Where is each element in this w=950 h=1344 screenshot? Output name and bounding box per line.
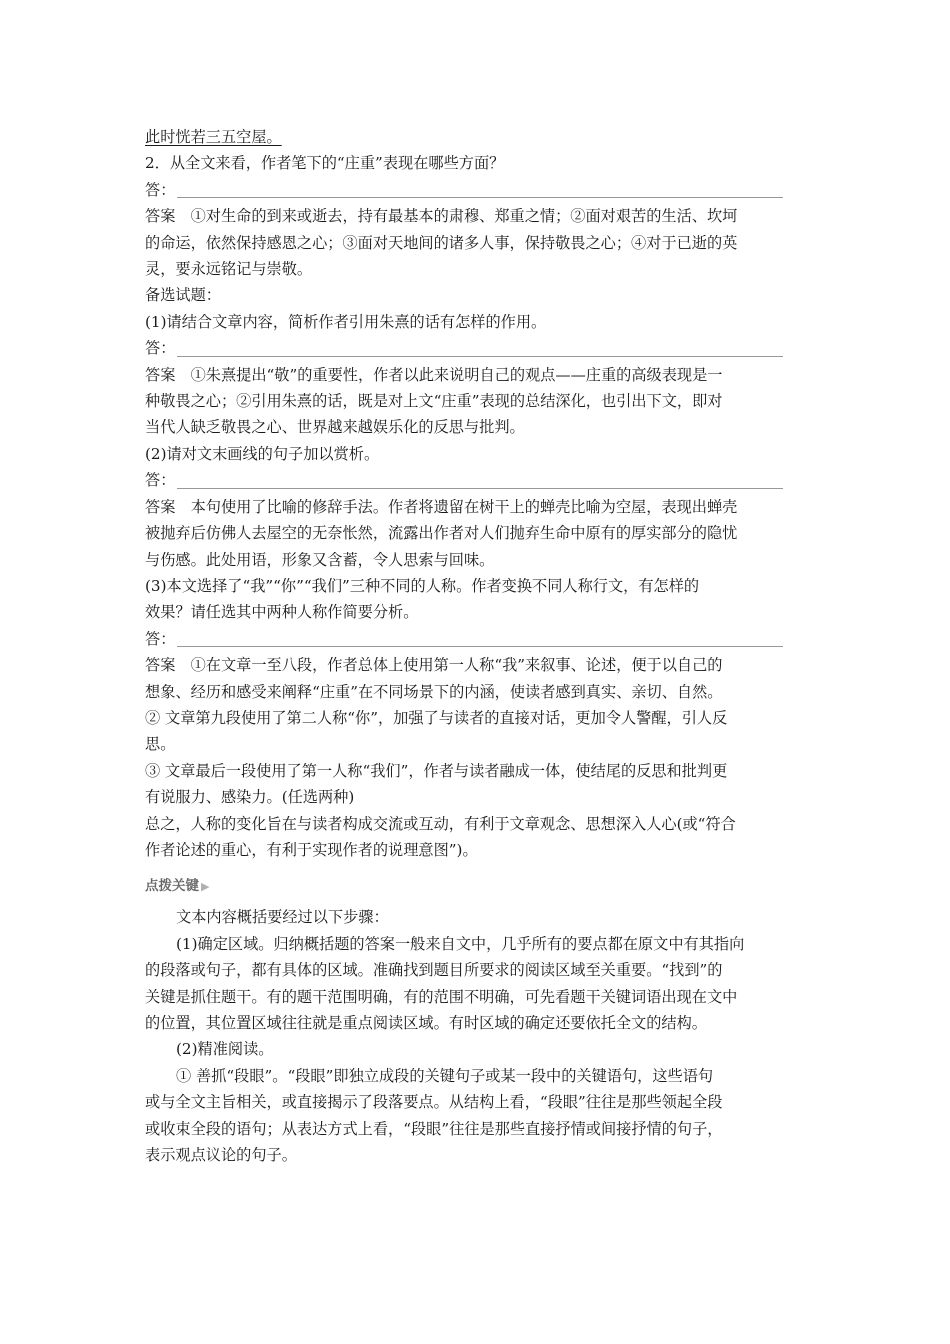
key-paragraph-line: 或收束全段的语句；从表达方式上看，“段眼”往往是那些直接抒情或间接抒情的句子，: [145, 1119, 723, 1138]
answer-label: 答：: [145, 180, 176, 199]
key-paragraph-line: (2)精准阅读。: [176, 1040, 274, 1059]
answer-text-line: 总之，人称的变化旨在与读者构成交流或互动，有利于文章观念、思想深入人心(或“符合: [145, 814, 736, 833]
answer-line: [177, 632, 783, 647]
key-paragraph-line: 表示观点议论的句子。: [145, 1146, 297, 1165]
answer-blank: [145, 335, 810, 361]
key-points-heading: [145, 873, 810, 900]
key-paragraph-line: 的段落或句子，都有具体的区域。准确找到题目所要求的阅读区域至关重要。“找到”的: [145, 961, 723, 980]
answer-blank: [145, 626, 810, 652]
key-paragraph-line: (1)确定区域。归纳概括题的答案一般来自文中，几乎所有的要点都在原文中有其指向: [176, 934, 745, 953]
answer-text-line: 被抛弃后仿佛人去屋空的无奈怅然，流露出作者对人们抛弃生命中原有的厚实部分的隐忧: [145, 524, 738, 543]
question-2: 2．从全文来看，作者笔下的“庄重”表现在哪些方面？: [145, 154, 505, 173]
answer-blank: [145, 467, 810, 493]
backup-question-3: (3)本文选择了“我”“你”“我们”三种不同的人称。作者变换不同人称行文，有怎样的: [145, 576, 700, 595]
backup-question-2: (2)请对文末画线的句子加以赏析。: [145, 444, 380, 463]
answer-text-line: 答案 ①朱熹提出“敬”的重要性，作者以此来说明自己的观点——庄重的高级表现是一: [145, 365, 723, 384]
answer-text-line: 当代人缺乏敬畏之心、世界越来越娱乐化的反思与批判。: [145, 418, 525, 437]
backup-questions-title: 备选试题：: [145, 286, 221, 305]
key-paragraph-line: 关键是抓住题干。有的题干范围明确，有的范围不明确，可先看题干关键词语出现在文中: [145, 987, 738, 1006]
answer-text-line: 的命运，依然保持感恩之心；③面对天地间的诸多人事，保持敬畏之心；④对于已逝的英: [145, 233, 738, 252]
key-paragraph-line: 文本内容概括要经过以下步骤：: [176, 908, 389, 927]
answer-line: [177, 474, 783, 489]
answer-line: [177, 342, 783, 357]
answer-text-line: 灵，要永远铭记与崇敬。: [145, 260, 313, 279]
answer-text-line: 种敬畏之心；②引用朱熹的话，既是对上文“庄重”表现的总结深化，也引出下文，即对: [145, 392, 723, 411]
key-points-label: 点拨关键: [145, 878, 199, 895]
answer-text-line: ③ 文章最后一段使用了第一人称“我们”，作者与读者融成一体，使结尾的反思和批判更: [145, 761, 728, 780]
triangle-right-icon: ▶: [201, 880, 210, 894]
answer-text-line: 有说服力、感染力。(任选两种): [145, 788, 355, 807]
answer-blank: [145, 177, 810, 203]
answer-line: [177, 183, 783, 198]
document-page: [145, 124, 810, 1168]
answer-text-line: 与伤感。此处用语，形象又含蓄，令人思索与回味。: [145, 550, 495, 569]
backup-question-1: (1)请结合文章内容，简析作者引用朱熹的话有怎样的作用。: [145, 312, 547, 331]
answer-text-line: 作者论述的重心，有利于实现作者的说理意图”)。: [145, 840, 478, 859]
answer-label: 答：: [145, 629, 176, 648]
answer-text-line: 答案 ①在文章一至八段，作者总体上使用第一人称“我”来叙事、论述，便于以自己的: [145, 656, 723, 675]
answer-text-line: 想象、经历和感受来阐释“庄重”在不同场景下的内涵，使读者感到真实、亲切、自然。: [145, 682, 723, 701]
answer-text-line: 答案 ①对生命的到来或逝去，持有最基本的肃穆、郑重之情；②面对艰苦的生活、坎坷: [145, 207, 738, 226]
underlined-sentence: 此时恍若三五空屋。: [145, 128, 282, 146]
answer-text-line: 思。: [145, 735, 176, 754]
answer-text-line: 答案 本句使用了比喻的修辞手法。作者将遗留在树干上的蝉壳比喻为空屋，表现出蝉壳: [145, 497, 738, 516]
key-paragraph-line: ① 善抓“段眼”。“段眼”即独立成段的关键句子或某一段中的关键语句，这些语句: [176, 1066, 714, 1085]
answer-label: 答：: [145, 471, 176, 490]
answer-text-line: ② 文章第九段使用了第二人称“你”，加强了与读者的直接对话，更加令人警醒，引人反: [145, 708, 728, 727]
key-paragraph-line: 的位置，其位置区域往往就是重点阅读区域。有时区域的确定还要依托全文的结构。: [145, 1014, 707, 1032]
key-paragraph-line: 或与全文主旨相关，或直接揭示了段落要点。从结构上看，“段眼”往往是那些领起全段: [145, 1093, 723, 1112]
backup-question-3-cont: 效果？请任选其中两种人称作简要分析。: [145, 603, 419, 622]
answer-label: 答：: [145, 339, 176, 358]
